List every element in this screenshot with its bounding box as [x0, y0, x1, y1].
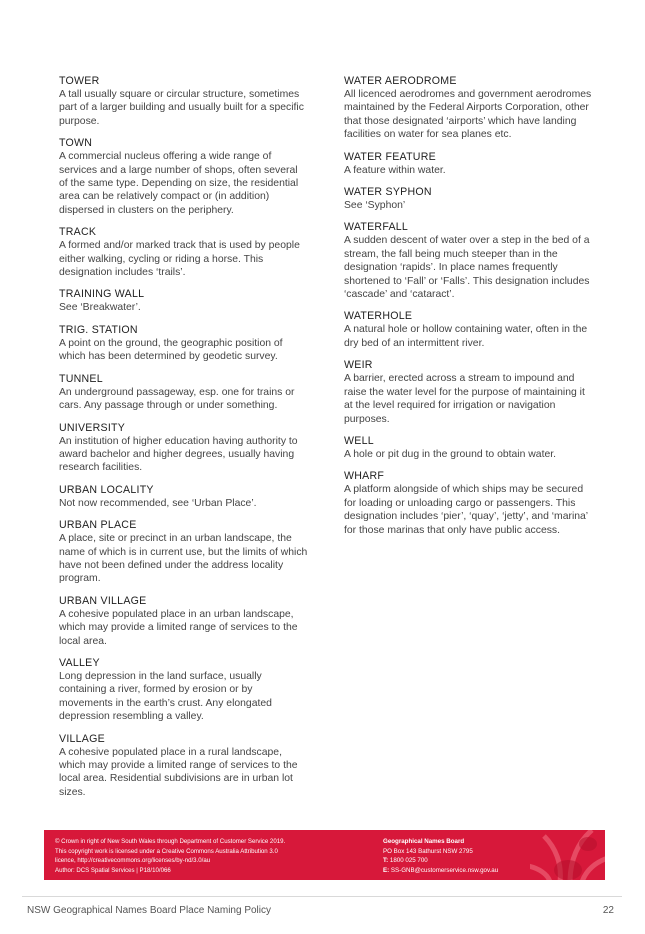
email-address: SS-GNB@customerservice.nsw.gov.au [390, 866, 499, 874]
glossary-entry [344, 220, 596, 301]
glossary-definition: A sudden descent of water over a step in the bed of a stream, the fall being much steeper than in the designation ‘rapids’. In place names frequently shortened to ‘Fall’ or ‘Falls’. This designation includes ‘cascade’ and ‘cataract’. [344, 235, 590, 301]
glossary-definition: See ‘Syphon’ [344, 200, 406, 212]
copyright-line: Author: DCS Spatial Services | P18/10/066 [55, 866, 171, 874]
glossary-entry [59, 372, 309, 413]
glossary-entry [344, 358, 596, 426]
glossary-definition: Long depression in the land surface, usually containing a river, formed by erosion or by movements in the earth’s crust. Any elongated depression resembling a valley. [59, 670, 272, 723]
glossary-definition: See ‘Breakwater’. [59, 302, 141, 314]
glossary-entry [344, 434, 596, 461]
glossary-term: WATER AERODROME [344, 75, 457, 87]
glossary-entry [59, 421, 309, 475]
glossary-definition: A feature within water. [344, 164, 446, 176]
glossary-entry [344, 309, 596, 350]
document-title: NSW Geographical Names Board Place Naming Policy [27, 905, 271, 916]
glossary-term: UNIVERSITY [59, 421, 126, 434]
glossary-entry [59, 594, 309, 648]
glossary-term: WATERFALL [344, 221, 409, 234]
glossary-term: VALLEY [59, 656, 100, 669]
footer-band [44, 830, 605, 880]
glossary-term: TOWN [59, 137, 93, 150]
glossary-definition: A formed and/or marked track that is used by people either walking, cycling or riding a horse. This designation includes ‘trails’. [59, 240, 300, 279]
glossary-definition: A cohesive populated place in a rural landscape, which may provide a limited range of services to the local area. Residential subdivisions are in urban lot sizes. [59, 746, 298, 798]
glossary-entry [344, 185, 596, 212]
glossary-entry [59, 656, 309, 724]
glossary-definition: A tall usually square or circular structure, sometimes part of a larger building and usually built for a specific purpose. [59, 89, 304, 127]
copyright-line: © Crown in right of New South Wales through Department of Customer Service 2019. [55, 838, 286, 845]
glossary-definition: A natural hole or hollow containing water, often in the dry bed of an intermittent river. [344, 324, 588, 349]
glossary-term: WATER SYPHON [344, 186, 432, 199]
copyright-line: This copyright work is licensed under a Creative Commons Australia Attribution 3.0 [55, 847, 278, 855]
phone-number: 1800 025 700 [389, 857, 428, 865]
glossary-column-left [59, 74, 309, 807]
glossary-entry [59, 732, 309, 800]
glossary-term: URBAN LOCALITY [59, 483, 154, 496]
glossary-definition: Not now recommended, see ‘Urban Place’. [59, 497, 257, 509]
glossary-column-right [344, 74, 596, 545]
glossary-term: TRAINING WALL [59, 288, 145, 301]
glossary-term: URBAN VILLAGE [59, 594, 147, 607]
glossary-definition: A commercial nucleus offering a wide range of services and a large number of shops, often several of the same type. Depending on size, the residential area can be relatively compact or (in addition) dispersed in clusters on the periphery. [59, 151, 299, 216]
glossary-definition: A place, site or precinct in an urban landscape, the name of which is in current use, but the limits of which have not been defined under the address locality program. [59, 533, 308, 585]
glossary-term: TRACK [59, 226, 97, 239]
footer-divider [22, 896, 622, 897]
copyright-notice [55, 837, 365, 875]
glossary-definition: A point on the ground, the geographic position of which has been determined by geodetic survey. [59, 337, 283, 363]
glossary-entry [344, 74, 596, 142]
organisation-name: Geographical Names Board [383, 838, 465, 845]
glossary-term: WATER FEATURE [344, 150, 436, 163]
glossary-term: WELL [344, 434, 374, 447]
glossary-term: URBAN PLACE [59, 519, 137, 532]
glossary-term: WEIR [344, 359, 373, 372]
glossary-term: WATERHOLE [344, 310, 413, 323]
glossary-entry [59, 518, 309, 586]
phone-label: T: [383, 857, 389, 865]
glossary-entry [59, 323, 309, 364]
glossary-entry [59, 483, 309, 510]
email-line [383, 866, 553, 876]
glossary-definition: An institution of higher education having authority to award bachelor and higher degrees, usually having research facilities. [59, 435, 298, 474]
glossary-entry [59, 225, 309, 279]
waratah-emblem-icon [530, 830, 605, 880]
glossary-entry [59, 287, 309, 314]
glossary-definition: A barrier, erected across a stream to impound and raise the water level for the purpose of maintaining it at the level required for irrigation or navigation purposes. [344, 373, 585, 425]
glossary-term: TRIG. STATION [59, 323, 138, 336]
glossary-entry [344, 150, 596, 177]
email-label: E: [383, 866, 390, 874]
glossary-definition: All licenced aerodromes and government aerodromes maintained by the Federal Airports Corporation, other that those designated ‘airports’ which have landing facilities on water for sea planes etc. [344, 89, 592, 141]
glossary-term: VILLAGE [59, 732, 105, 745]
copyright-line: licence, http://creativecommons.org/licenses/by-nd/3.0/au [55, 857, 211, 865]
glossary-entry [344, 469, 596, 537]
glossary-definition: A cohesive populated place in an urban landscape, which may provide a limited range of services to the local area. [59, 608, 298, 647]
glossary-entry [59, 74, 309, 128]
glossary-entry [59, 136, 309, 217]
glossary-term: TOWER [59, 75, 100, 87]
glossary-definition: A platform alongside of which ships may be secured for loading or unloading cargo or passengers. This designation includes ‘pier’, ‘quay’, ‘jetty’, and ‘marina’ for those marinas that only have public access. [344, 484, 588, 536]
page-number: 22 [602, 905, 614, 916]
postal-address: PO Box 143 Bathurst NSW 2795 [383, 847, 473, 855]
glossary-definition: A hole or pit dug in the ground to obtain water. [344, 448, 557, 460]
glossary-term: TUNNEL [59, 372, 103, 385]
glossary-term: WHARF [344, 470, 385, 483]
contact-details [383, 837, 553, 875]
phone-line [383, 856, 553, 866]
glossary-definition: An underground passageway, esp. one for trains or cars. Any passage through or under something. [59, 386, 295, 412]
